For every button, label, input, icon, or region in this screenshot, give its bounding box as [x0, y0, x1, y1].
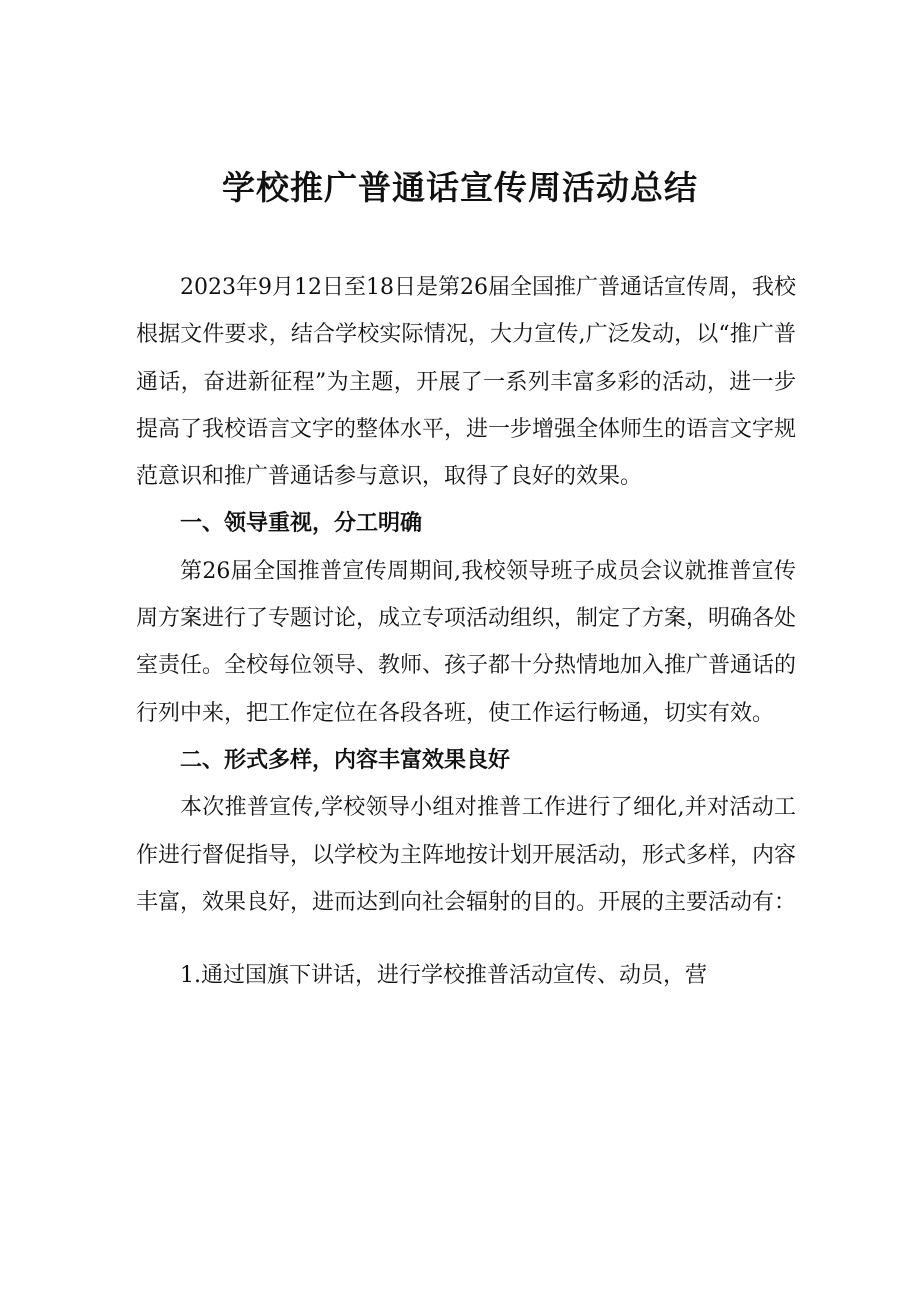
- document-title: 学校推广普通话宣传周活动总结: [222, 168, 698, 207]
- section-heading-2: 二、形式多样，内容丰富效果良好: [180, 747, 511, 773]
- list-item-1: 1.通过国旗下讲话，进行学校推普活动宣传、动员，营: [180, 963, 707, 989]
- section-paragraph-2: 本次推普宣传,学校领导小组对推普工作进行了细化,并对活动工作进行督促指导，以学校为主阵地按计划开展活动，形式多样，内容丰富，效果良好，进而达到向社会辐射的目的。开展的主要活动有：: [136, 795, 797, 915]
- document-body: [136, 264, 796, 999]
- section-paragraph-1: 第26届全国推普宣传周期间,我校领导班子成员会议就推普宣传周方案进行了专题讨论，成立专项活动组织，制定了方案，明确各处室责任。全校每位领导、教师、孩子都十分热情地加入推广普通话的行列中来，把工作定位在各段各班，使工作运行畅通，切实有效。: [136, 558, 797, 726]
- section-heading-1: 一、领导重视，分工明确: [180, 511, 423, 537]
- intro-paragraph: 2023年9月12日至18日是第26届全国推广普通话宣传周，我校根据文件要求，结合学校实际情况，大力宣传,广泛发动，以“推广普通话，奋进新征程”为主题，开展了一系列丰富多彩的活动，进一步提高了我校语言文字的整体水平，进一步增强全体师生的语言文字规范意识和推广普通话参与意识，取得了良好的效果。: [136, 275, 797, 490]
